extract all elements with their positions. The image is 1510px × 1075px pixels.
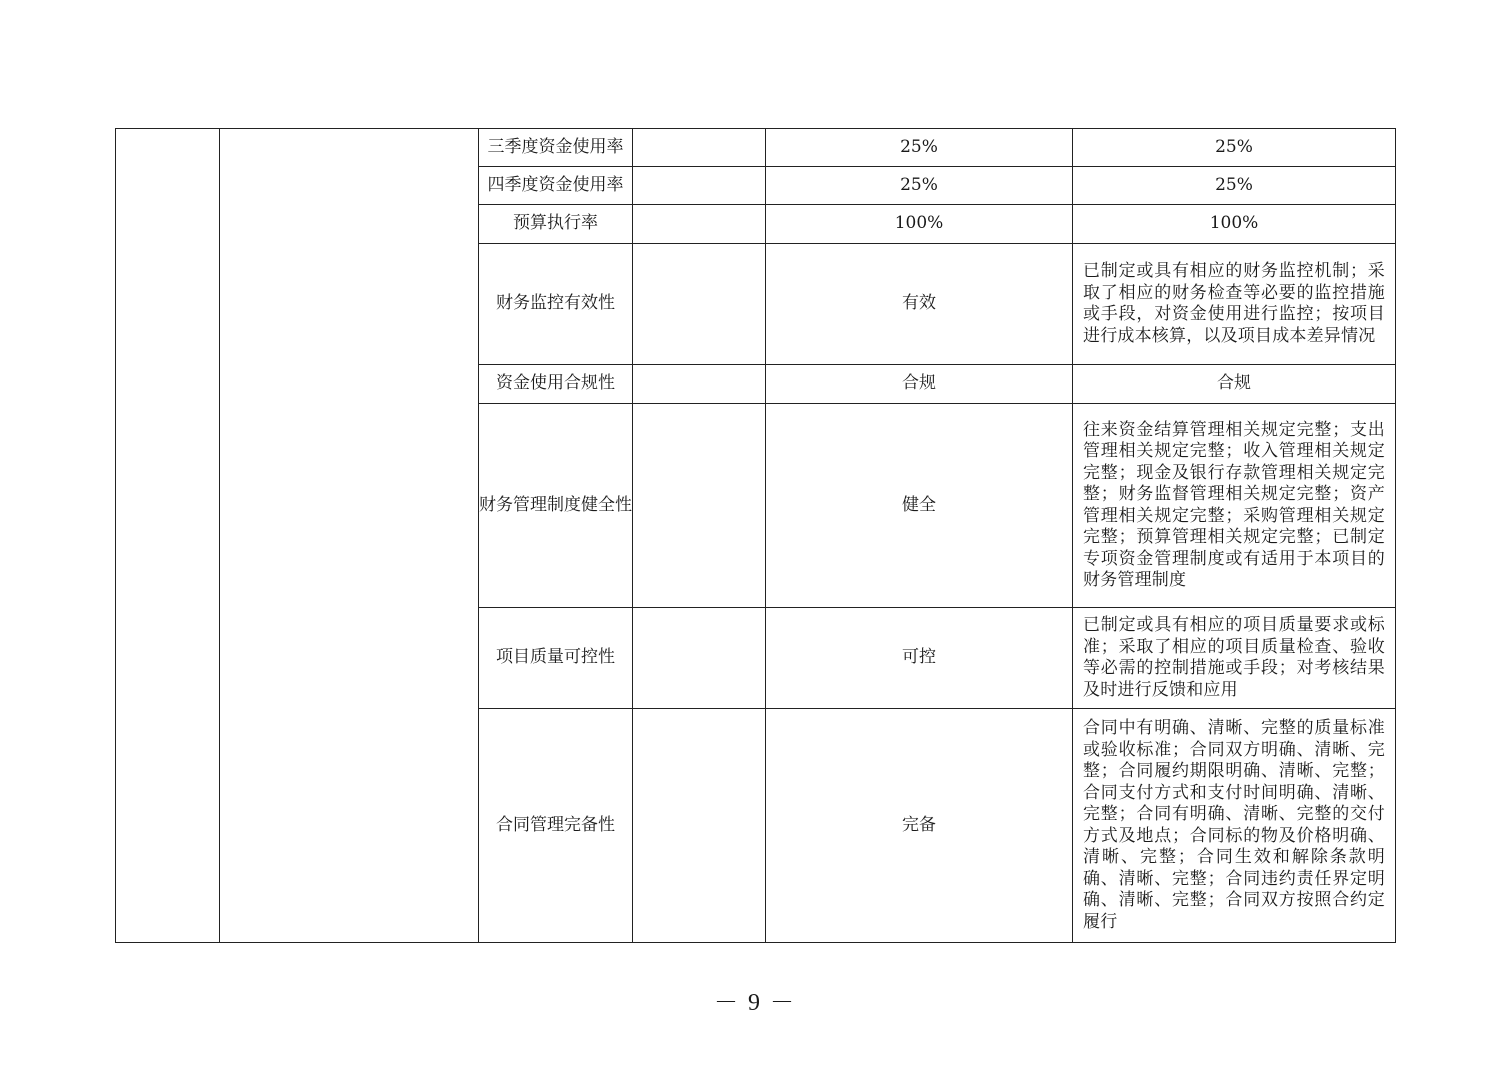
table-row <box>116 129 1396 167</box>
standard-value: 25% <box>1073 129 1396 167</box>
blank-cell <box>633 205 766 244</box>
indicator-name: 预算执行率 <box>479 205 633 244</box>
blank-cell <box>633 129 766 167</box>
indicator-name: 财务管理制度健全性 <box>479 404 633 608</box>
level2-indicator-cell <box>220 129 479 943</box>
standard-description <box>1073 709 1396 943</box>
indicator-name: 四季度资金使用率 <box>479 167 633 205</box>
blank-cell <box>633 167 766 205</box>
standard-value: 25% <box>1073 167 1396 205</box>
indicator-name: 资金使用合规性 <box>479 365 633 404</box>
level1-indicator-cell <box>116 129 220 943</box>
blank-cell <box>633 365 766 404</box>
standard-text: 往来资金结算管理相关规定完整；支出管理相关规定完整；收入管理相关规定完整；现金及银行存款管理相关规定完整；财务监督管理相关规定完整；资产管理相关规定完整；采购管理相关规定完整；预算管理相关规定完整；已制定专项资金管理制度或有适用于本项目的财务管理制度 <box>1083 419 1385 590</box>
target-value: 健全 <box>766 404 1073 608</box>
standard-value: 100% <box>1073 205 1396 244</box>
performance-indicator-table <box>115 128 1396 943</box>
page-number: － 9 － <box>714 990 796 1016</box>
target-value: 100% <box>766 205 1073 244</box>
standard-value: 合规 <box>1073 365 1396 404</box>
standard-text: 已制定或具有相应的项目质量要求或标准；采取了相应的项目质量检查、验收等必需的控制措施或手段；对考核结果及时进行反馈和应用 <box>1083 615 1385 700</box>
standard-description <box>1073 608 1396 709</box>
target-value: 合规 <box>766 365 1073 404</box>
target-value: 可控 <box>766 608 1073 709</box>
standard-description <box>1073 404 1396 608</box>
indicator-name: 财务监控有效性 <box>479 244 633 365</box>
blank-cell <box>633 608 766 709</box>
blank-cell <box>633 244 766 365</box>
blank-cell <box>633 709 766 943</box>
target-value: 25% <box>766 129 1073 167</box>
standard-description <box>1073 244 1396 365</box>
indicator-name: 三季度资金使用率 <box>479 129 633 167</box>
target-value: 完备 <box>766 709 1073 943</box>
blank-cell <box>633 404 766 608</box>
indicator-name: 合同管理完备性 <box>479 709 633 943</box>
target-value: 25% <box>766 167 1073 205</box>
standard-text: 已制定或具有相应的财务监控机制；采取了相应的财务检查等必要的监控措施或手段，对资金使用进行监控；按项目进行成本核算，以及项目成本差异情况 <box>1083 261 1385 346</box>
standard-text: 合同中有明确、清晰、完整的质量标准或验收标准；合同双方明确、清晰、完整；合同履约期限明确、清晰、完整；合同支付方式和支付时间明确、清晰、完整；合同有明确、清晰、完整的交付方式及地点；合同标的物及价格明确、清晰、完整；合同生效和解除条款明确、清晰、完整；合同违约责任界定明确、清晰、完整；合同双方按照合约定履行 <box>1083 718 1385 932</box>
target-value: 有效 <box>766 244 1073 365</box>
indicator-name: 项目质量可控性 <box>479 608 633 709</box>
